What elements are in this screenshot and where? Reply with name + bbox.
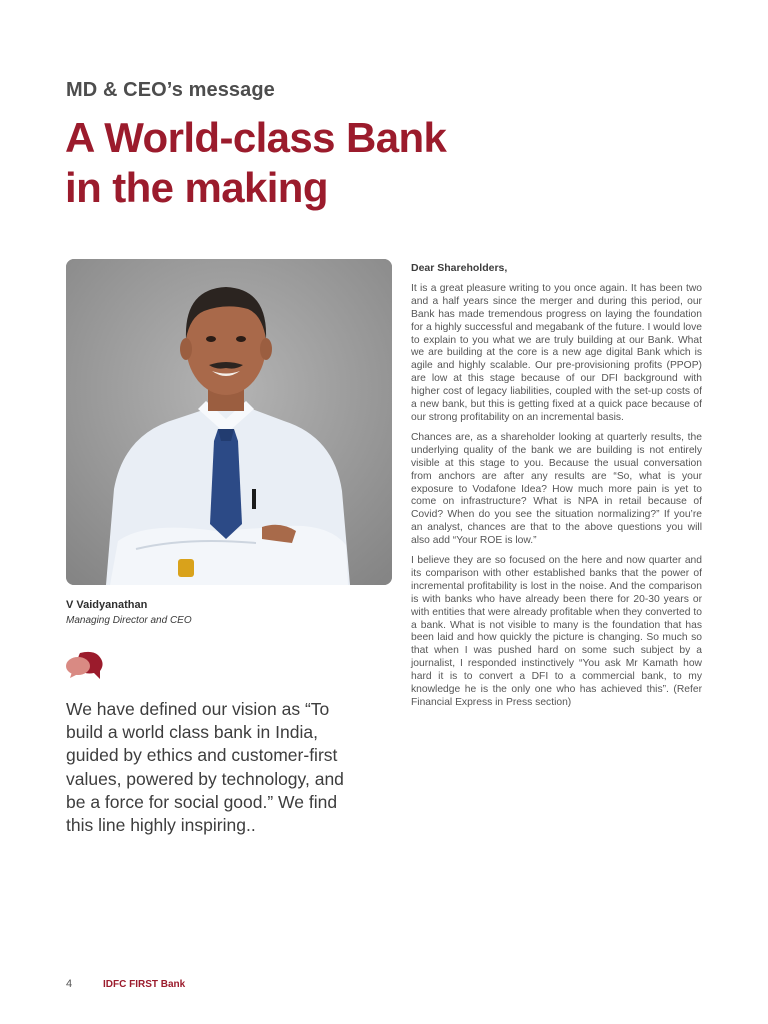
letter-salutation: Dear Shareholders,	[411, 262, 508, 274]
letter-paragraph: It is a great pleasure writing to you once again. It has been two and a half years since the merger and during this period, our Bank has made tremendous progress on laying the foundation for a highly successful and megabank of the future. I would love to explain to you what we are truly building at our Bank. What we are building at the core is a new age digital Bank which is agile and highly scalable. Our pre-provisioning profits (PPOP) are low at this stage because of our DFI background with higher cost of legacy liabilities, coupled with the set-up costs of a new bank, but this is getting fixed at a quick pace because of our strong profitability on an incremental basis.	[411, 282, 702, 423]
ceo-portrait-photo	[66, 259, 392, 585]
page-title	[65, 113, 525, 213]
ceo-role: Managing Director and CEO	[66, 615, 192, 626]
letter-paragraph: I believe they are so focused on the here and now quarter and its comparison with other established banks that the power of incremental profitability is lost in the noise. And the comparison is with banks who have already been there for 20-30 years or with entities that were already profitable when they converted to a bank. What is not visible to many is the foundation that has been laid and how quickly the picture is changing. So much so that when I was pushed hard on some such subject by a journalist, I responded instinctively “You ask Mr Kamath how hard it is to convert a DFI to a commercial bank, to my knowledge he is the only one who has achieved this”. (Refer Financial Express in Press section)	[411, 555, 702, 708]
page-number: 4	[66, 978, 73, 990]
section-kicker: MD & CEO’s message	[66, 79, 275, 101]
letter-paragraph: Chances are, as a shareholder looking at quarterly results, the underlying quality of the bank we are building is not entirely visible at this stage to you. Because the usual conversation from anchors are after any results are “So, what is your exposure to Vodafone Idea? How much more pain is yet to come on infrastructure? What is NPA in retail because of Covid? When do you see the situation normalizing?” If you’re an analyst, chances are that to the above questions you will also add “Your ROE is low.”	[411, 431, 702, 547]
letter-body	[411, 262, 702, 717]
ceo-name: V Vaidyanathan	[66, 599, 148, 611]
speech-bubbles-icon	[66, 650, 106, 687]
page-title-line-1: A World-class Bank	[65, 114, 447, 161]
pull-quote: We have defined our vision as “To build a world class bank in India, guided by ethics and customer-first values, powered by technology, and be a force for social good.” We find this line highly inspiring..	[66, 699, 344, 836]
page-title-line-2: in the making	[65, 164, 328, 211]
footer-brand: IDFC FIRST Bank	[103, 979, 186, 990]
